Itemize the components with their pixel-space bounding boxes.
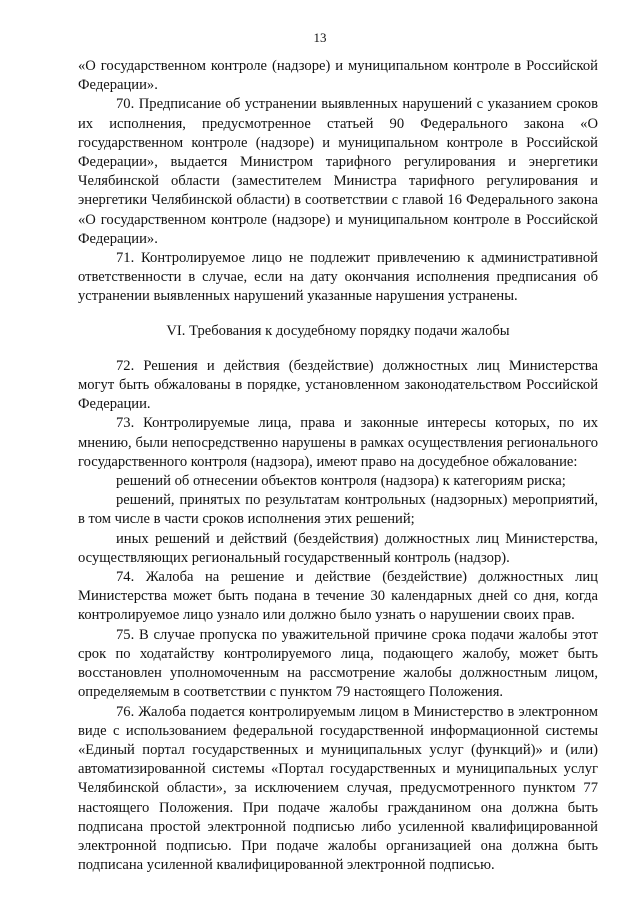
list-item-other-decisions: иных решений и действий (бездействия) должностных лиц Министерства, осуществляющих региональный государственный контроль (надзор). xyxy=(78,530,598,566)
list-item-risk-categories: решений об отнесении объектов контроля (надзора) к категориям риска; xyxy=(116,473,566,490)
paragraph-76: 76. Жалоба подается контролируемым лицом в Министерство в электронном виде с использованием федеральной государственной информационной системы «Единый портал государственных и муниципальных услуг (функций)» и (или) автоматизированной системы «Портал государственных и муниципальных услуг Челябинской области», за исключением случая, предусмотренного пунктом 77 настоящего Положения. При подаче жалобы гражданином она должна быть подписана простой электронной подписью либо усиленной квалифицированной электронной подписью. При подаче жалобы организацией она должна быть подписана усиленной квалифицированной электронной подписью. xyxy=(78,703,598,874)
paragraph-70: 70. Предписание об устранении выявленных нарушений с указанием сроков их исполнения, предусмотренное статьей 90 Федерального закона «О государственном контроле (надзоре) и муниципальном контроле в Российской Федерации», выдается Министром тарифного регулирования и энергетики Челябинской области (заместителем Министра тарифного регулирования и энергетики Челябинской области) в соответствии с главой 16 Федерального закона «О государственном контроле (надзоре) и муниципальном контроле в Российской Федерации». xyxy=(78,96,598,247)
document-body xyxy=(78,57,598,875)
section-heading: VI. Требования к досудебному порядку подачи жалобы xyxy=(166,322,510,339)
page-number: 13 xyxy=(313,30,327,45)
list-item-control-results: решений, принятых по результатам контрольных (надзорных) мероприятий, в том числе в части сроков исполнения этих решений; xyxy=(78,492,598,528)
paragraph-69-end: «О государственном контроле (надзоре) и муниципальном контроле в Российской Федерации». xyxy=(78,58,598,94)
paragraph-75: 75. В случае пропуска по уважительной причине срока подачи жалобы этот срок по ходатайству контролируемого лица, подающего жалобу, может быть восстановлен уполномоченным на рассмотрение жалобы должностным лицом, определяемым в соответствии с пунктом 79 настоящего Положения. xyxy=(78,626,598,701)
paragraph-71: 71. Контролируемое лицо не подлежит привлечению к административной ответственности в случае, если на дату окончания исполнения предписания об устранении выявленных нарушений указанные нарушения устранены. xyxy=(78,250,598,305)
paragraph-73: 73. Контролируемые лица, права и законные интересы которых, по их мнению, были непосредственно нарушены в рамках осуществления регионального государственного контроля (надзора), имеют право на досудебное обжалование: xyxy=(78,415,598,470)
paragraph-74: 74. Жалоба на решение и действие (бездействие) должностных лиц Министерства может быть подана в течение 30 календарных дней со дня, когда контролируемое лицо узнало или должно было узнать о нарушении своих прав. xyxy=(78,569,598,624)
paragraph-72: 72. Решения и действия (бездействие) должностных лиц Министерства могут быть обжалованы в порядке, установленном законодательством Российской Федерации. xyxy=(78,357,598,413)
